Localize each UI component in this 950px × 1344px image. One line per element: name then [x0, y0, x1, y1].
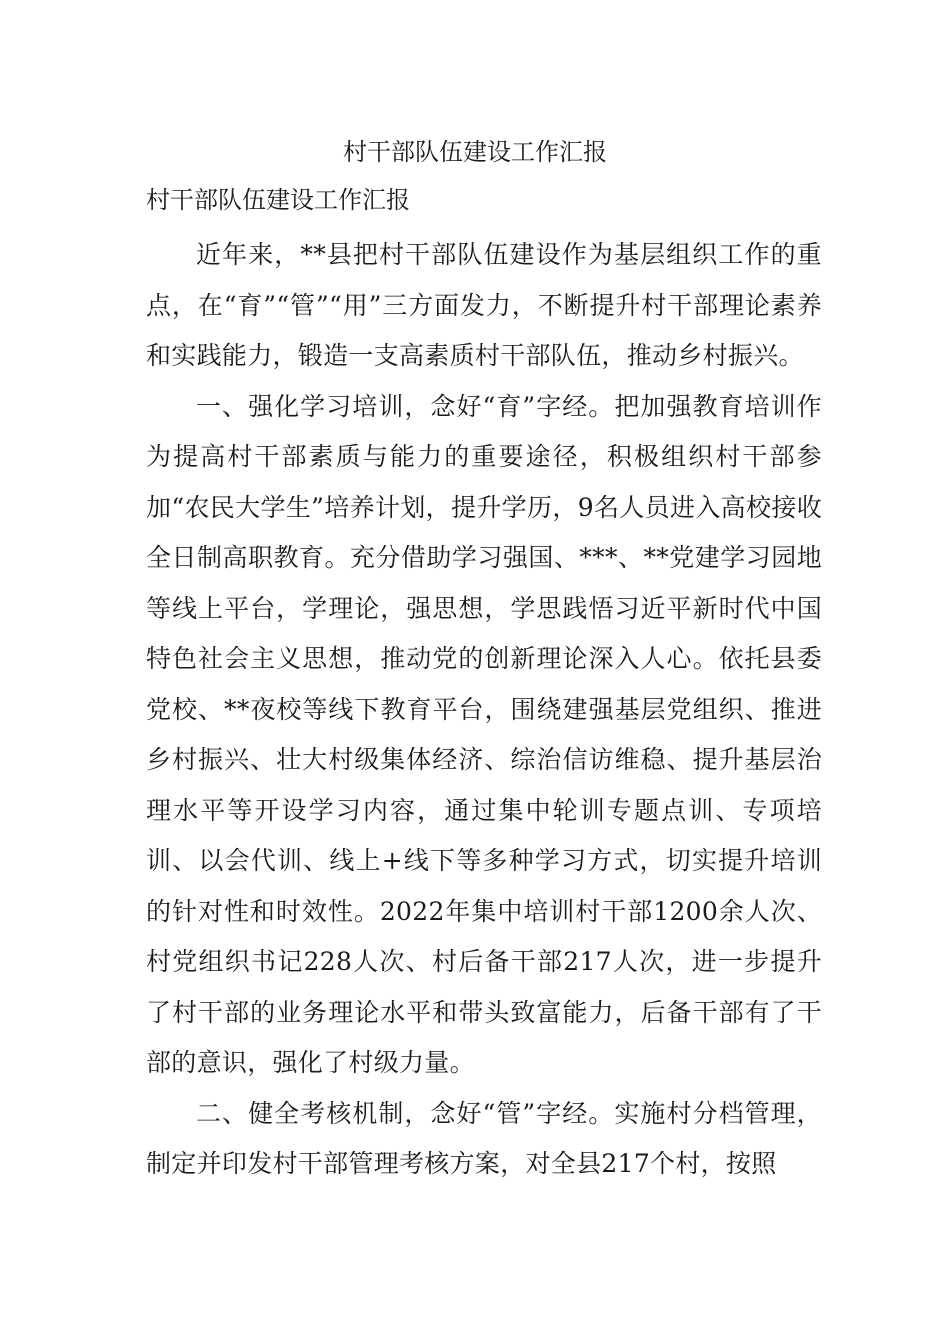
- document-title: 村干部队伍建设工作汇报: [343, 138, 607, 166]
- paragraph-section-one: 一、强化学习培训，念好“育”字经。把加强教育培训作为提高村干部素质与能力的重要途径，积极组织村干部参加“农民大学生”培养计划，提升学历，9名人员进入高校接收全日制高职教育。充分借助学习强国、***、**党建学习园地等线上平台，学理论，强思想，学思践悟习近平新时代中国特色社会主义思想，推动党的创新理论深入人心。依托县委党校、**夜校等线下教育平台，围绕建强基层党组织、推进乡村振兴、壮大村级集体经济、综治信访维稳、提升基层治理水平等开设学习内容，通过集中轮训专题点训、专项培训、以会代训、线上+线下等多种学习方式，切实提升培训的针对性和时效性。2022年集中培训村干部1200余人次、村党组织书记228人次、村后备干部217人次，进一步提升了村干部的业务理论水平和带头致富能力，后备干部有了干部的意识，强化了村级力量。: [146, 391, 822, 1077]
- document-subtitle: 村干部队伍建设工作汇报: [146, 186, 410, 214]
- document-body: [146, 230, 822, 1190]
- paragraph-section-two: 二、健全考核机制，念好“管”字经。实施村分档管理，制定并印发村干部管理考核方案，对全县217个村，按照: [146, 1098, 822, 1178]
- paragraph-intro: 近年来，**县把村干部队伍建设作为基层组织工作的重点，在“育”“管”“用”三方面发力，不断提升村干部理论素养和实践能力，锻造一支高素质村干部队伍，推动乡村振兴。: [146, 240, 822, 370]
